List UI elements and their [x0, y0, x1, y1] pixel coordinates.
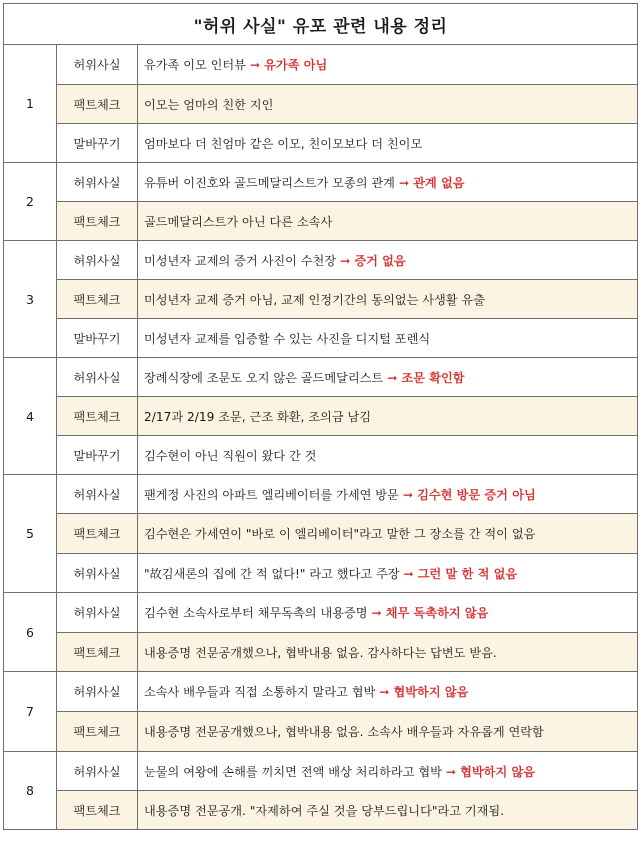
row-text: 유가족 이모 인터뷰: [144, 58, 246, 72]
row-text: 내용증명 전문공개했으나, 협박내용 없음. 감사하다는 답변도 받음.: [144, 645, 497, 660]
row-label: 팩트체크: [57, 712, 138, 752]
arrow-right-icon: ➞: [403, 566, 414, 581]
row-text: 내용증명 전문공개. "자제하여 주실 것을 당부드립니다"라고 기재됨.: [144, 803, 505, 818]
row-text: 팬게정 사진의 아파트 엘리베이터를 가세연 방문: [144, 487, 399, 502]
table-row: [4, 593, 638, 633]
row-content: [138, 436, 638, 475]
row-label: 허위사실: [57, 163, 138, 202]
row-label: 팩트체크: [57, 202, 138, 241]
verdict-text: 관계 없음: [413, 175, 465, 190]
group-number: 4: [4, 358, 57, 475]
table-row: [4, 436, 638, 475]
arrow-right-icon: ➞: [398, 175, 410, 190]
verdict-text: 협박하지 않음: [460, 764, 536, 779]
table-body: [4, 4, 638, 830]
row-content: [138, 791, 638, 830]
row-content: [138, 752, 638, 791]
row-text: 내용증명 전문공개했으나, 협박내용 없음. 소속사 배우들과 자유롭게 연락함: [144, 725, 544, 739]
row-label: 팩트체크: [57, 397, 138, 436]
row-text: 미성년자 교제 증거 아님, 교제 인정기간의 동의없는 사생활 유출: [144, 292, 485, 307]
row-content: [138, 712, 638, 752]
table-row: [4, 163, 638, 202]
row-content: [138, 554, 638, 593]
arrow-right-icon: ➞: [402, 487, 414, 502]
row-label: 말바꾸기: [57, 319, 138, 358]
row-label: 허위사실: [57, 672, 138, 712]
table-row: [4, 241, 638, 280]
verdict-text: 증거 없음: [354, 253, 406, 268]
row-text: 유튜버 이진호와 골드메달리스트가 모종의 관계: [144, 175, 395, 190]
table-row: [4, 514, 638, 554]
row-content: [138, 514, 638, 554]
table-row: [4, 475, 638, 514]
row-label: 팩트체크: [57, 791, 138, 830]
group-number: 7: [4, 672, 57, 752]
row-label: 허위사실: [57, 45, 138, 85]
row-label: 말바꾸기: [57, 124, 138, 163]
verdict-text: 조문 확인함: [401, 370, 465, 385]
row-label: 허위사실: [57, 358, 138, 397]
row-label: 허위사실: [57, 752, 138, 791]
row-content: [138, 633, 638, 672]
row-content: [138, 124, 638, 163]
verdict-text: 그런 말 한 적 없음: [417, 566, 518, 581]
row-content: [138, 280, 638, 319]
row-content: [138, 241, 638, 280]
row-content: [138, 672, 638, 712]
group-number: 8: [4, 752, 57, 830]
group-number: 5: [4, 475, 57, 593]
arrow-right-icon: ➞: [387, 370, 398, 385]
row-label: 허위사실: [57, 241, 138, 280]
row-text: 소속사 배우들과 직접 소통하지 말라고 협박: [144, 685, 376, 699]
row-text: 김수현 소속사로부터 채무독촉의 내용증명: [144, 606, 368, 620]
verdict-text: 김수현 방문 증거 아님: [417, 487, 536, 502]
row-text: 2/17과 2/19 조문, 근조 화환, 조의금 남김: [144, 409, 372, 424]
row-text: 골드메달리스트가 아닌 다른 소속사: [144, 214, 333, 229]
title-row: [4, 4, 638, 45]
row-text: 눈물의 여왕에 손해를 끼치면 전액 배상 처리하라고 협박: [144, 764, 442, 779]
row-label: 팩트체크: [57, 280, 138, 319]
table-row: [4, 319, 638, 358]
arrow-right-icon: ➞: [371, 606, 382, 620]
fact-check-table: [3, 3, 638, 830]
table-row: [4, 358, 638, 397]
row-text: 엄마보다 더 친엄마 같은 이모, 친이모보다 더 친이모: [144, 136, 423, 151]
table-row: [4, 85, 638, 124]
group-number: 6: [4, 593, 57, 672]
arrow-right-icon: ➞: [379, 685, 390, 699]
row-label: 팩트체크: [57, 514, 138, 554]
row-text: 미성년자 교제의 증거 사진이 수천장: [144, 253, 337, 268]
verdict-text: 유가족 아님: [264, 58, 328, 72]
group-number: 3: [4, 241, 57, 358]
verdict-text: 협박하지 않음: [393, 685, 469, 699]
table-row: [4, 397, 638, 436]
row-content: [138, 593, 638, 633]
row-content: [138, 397, 638, 436]
table-row: [4, 672, 638, 712]
table-row: [4, 633, 638, 672]
row-text: 김수현이 아닌 직원이 왔다 간 것: [144, 448, 317, 463]
table-row: [4, 752, 638, 791]
row-text: "故김새론의 집에 간 적 없다!" 라고 했다고 주장: [144, 566, 400, 581]
row-text: 김수현은 가세연이 "바로 이 엘리베이터"라고 말한 그 장소를 간 적이 없음: [144, 527, 536, 541]
row-content: [138, 45, 638, 85]
table-row: [4, 124, 638, 163]
row-content: [138, 319, 638, 358]
row-text: 장례식장에 조문도 오지 않은 골드메달리스트: [144, 370, 384, 385]
row-label: 허위사실: [57, 554, 138, 593]
table-row: [4, 791, 638, 830]
row-content: [138, 163, 638, 202]
page-title: "허위 사실" 유포 관련 내용 정리: [4, 4, 638, 45]
arrow-right-icon: ➞: [249, 58, 261, 72]
row-text: 이모는 엄마의 친한 지인: [144, 97, 274, 112]
row-content: [138, 202, 638, 241]
table-row: [4, 712, 638, 752]
group-number: 1: [4, 45, 57, 163]
fact-check-document: [0, 3, 640, 848]
table-row: [4, 554, 638, 593]
arrow-right-icon: ➞: [445, 764, 457, 779]
row-label: 허위사실: [57, 475, 138, 514]
table-row: [4, 202, 638, 241]
arrow-right-icon: ➞: [340, 253, 351, 268]
row-label: 팩트체크: [57, 85, 138, 124]
verdict-text: 채무 독촉하지 않음: [385, 606, 489, 620]
row-label: 허위사실: [57, 593, 138, 633]
row-label: 팩트체크: [57, 633, 138, 672]
table-row: [4, 45, 638, 85]
group-number: 2: [4, 163, 57, 241]
row-content: [138, 358, 638, 397]
row-content: [138, 475, 638, 514]
row-content: [138, 85, 638, 124]
row-text: 미성년자 교제를 입증할 수 있는 사진을 디지털 포렌식: [144, 331, 431, 346]
table-row: [4, 280, 638, 319]
row-label: 말바꾸기: [57, 436, 138, 475]
